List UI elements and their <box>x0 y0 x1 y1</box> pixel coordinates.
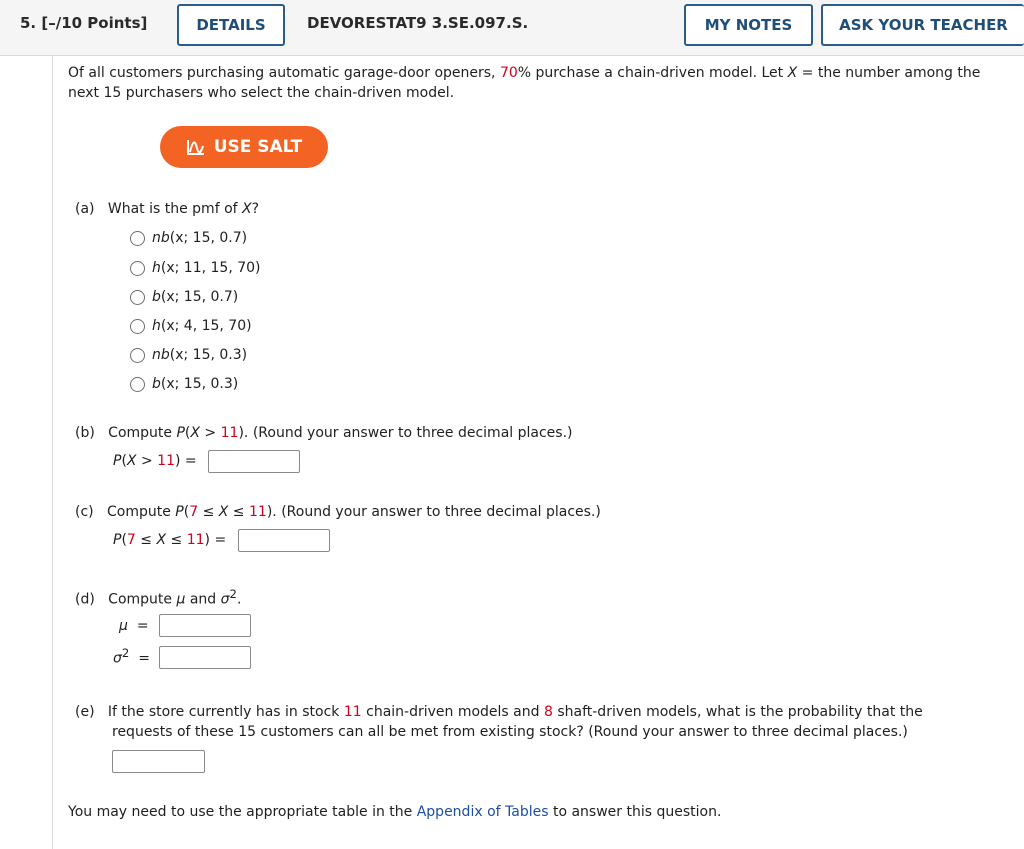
sigma-squared-input[interactable] <box>159 646 251 669</box>
part-e-question-line-2: requests of these 15 customers can all be met from existing stock? (Round your answer to three decimal places.) <box>112 724 908 740</box>
part-b-question: (b) Compute P(X > 11). (Round your answer to three decimal places.) <box>75 425 573 441</box>
mu-input[interactable] <box>159 614 251 637</box>
radio-button[interactable] <box>130 290 145 305</box>
radio-button[interactable] <box>130 319 145 334</box>
question-header <box>0 0 1024 56</box>
points-label: [–/10 Points] <box>41 14 148 32</box>
part-b-answer-label: P(X > 11) = <box>113 453 197 469</box>
appendix-link[interactable]: Appendix of Tables <box>416 804 549 820</box>
question-body <box>52 56 1024 849</box>
intro-line-1: Of all customers purchasing automatic garage-door openers, 70% purchase a chain-driven model. Let X = the number among the <box>68 65 981 81</box>
details-button[interactable]: DETAILS <box>177 4 285 46</box>
appendix-note: You may need to use the appropriate table in the Appendix of Tables to answer this question. <box>68 804 722 820</box>
part-a-question: (a) What is the pmf of X? <box>75 201 260 217</box>
my-notes-button[interactable]: MY NOTES <box>684 4 813 46</box>
pmf-option[interactable]: nb(x; 15, 0.3) <box>130 347 247 363</box>
mu-label: μ = <box>119 618 149 634</box>
radio-button[interactable] <box>130 377 145 392</box>
ask-teacher-button[interactable]: ASK YOUR TEACHER <box>821 4 1024 46</box>
radio-button[interactable] <box>130 261 145 276</box>
pmf-option[interactable]: b(x; 15, 0.7) <box>130 289 238 305</box>
use-salt-button[interactable]: USE SALT <box>160 126 328 168</box>
part-c-answer-input[interactable] <box>238 529 330 552</box>
part-e-answer-input[interactable] <box>112 750 205 773</box>
pmf-option[interactable]: nb(x; 15, 0.7) <box>130 230 247 246</box>
pmf-option[interactable]: b(x; 15, 0.3) <box>130 376 238 392</box>
part-c-question: (c) Compute P(7 ≤ X ≤ 11). (Round your answer to three decimal places.) <box>75 504 601 520</box>
part-d-question: (d) Compute μ and $\sigma^2$. <box>75 587 242 608</box>
radio-button[interactable] <box>130 348 145 363</box>
part-b-answer-input[interactable] <box>208 450 300 473</box>
intro-line-2: next 15 purchasers who select the chain-driven model. <box>68 85 455 101</box>
question-number: 5. [–/10 Points] <box>20 14 148 32</box>
pmf-option[interactable]: h(x; 4, 15, 70) <box>130 318 252 334</box>
radio-button[interactable] <box>130 231 145 246</box>
problem-code: DEVORESTAT9 3.SE.097.S. <box>307 14 529 32</box>
part-e-question-line-1: (e) If the store currently has in stock 11 chain-driven models and 8 shaft-driven models, what is the probability that the <box>75 704 923 720</box>
pmf-option[interactable]: h(x; 11, 15, 70) <box>130 260 261 276</box>
salt-chart-icon <box>186 138 206 156</box>
part-c-answer-label: P(7 ≤ X ≤ 11) = <box>113 532 227 548</box>
sigma-squared-label: $\sigma^2$ = <box>113 646 150 667</box>
